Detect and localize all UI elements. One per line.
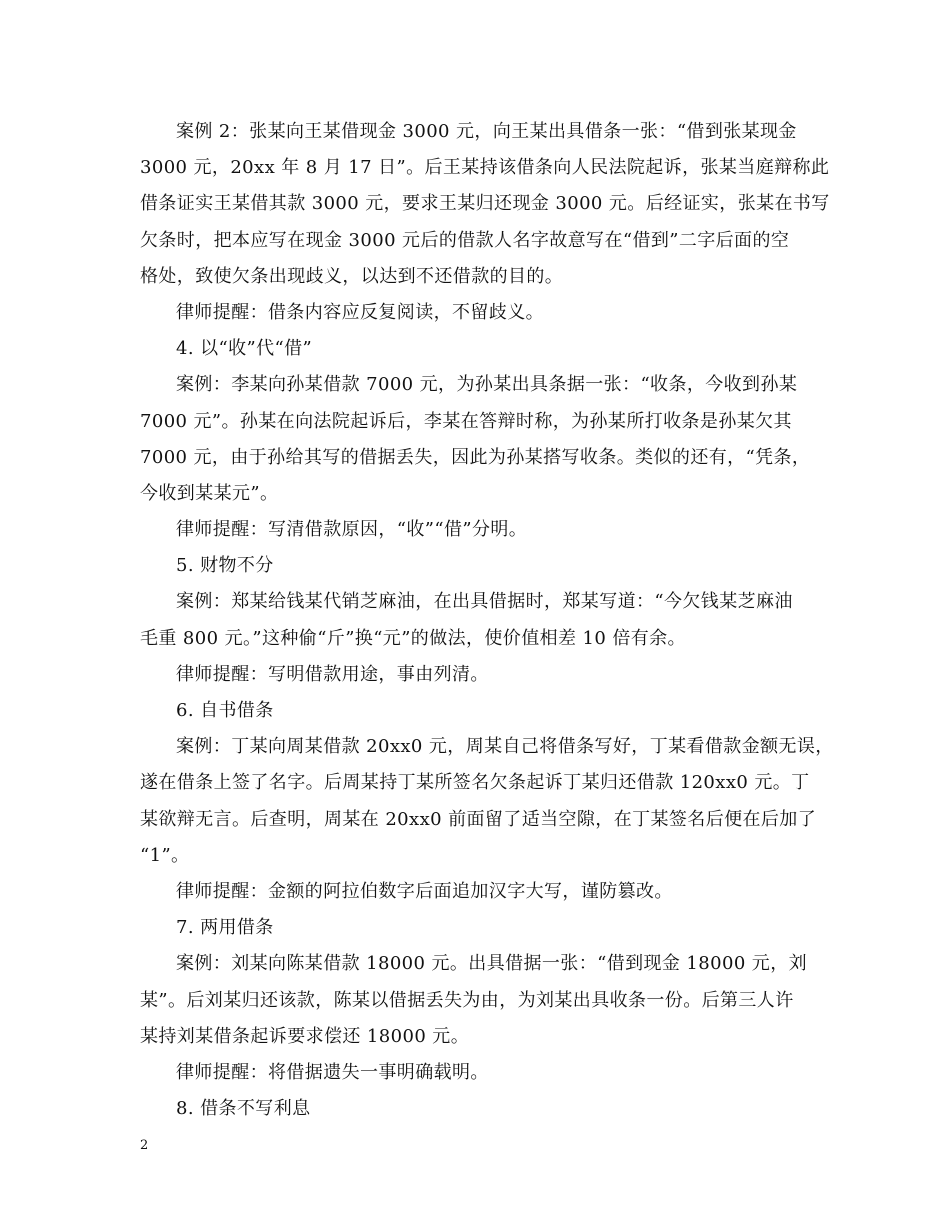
paragraph-line: 案例：郑某给钱某代销芝麻油，在出具借据时，郑某写道：“今欠钱某芝麻油	[176, 591, 793, 613]
section-heading: 8. 借条不写利息	[176, 1098, 311, 1120]
paragraph-line: 案例：丁某向周某借款 20xx0 元，周某自己将借条写好，丁某看借款金额无误，	[176, 736, 834, 758]
paragraph-line: 遂在借条上签了名字。后周某持丁某所签名欠条起诉丁某归还借款 120xx0 元。丁	[140, 772, 810, 794]
paragraph-line: 借条证实王某借其款 3000 元，要求王某归还现金 3000 元。后经证实，张某在书写	[140, 193, 830, 215]
document-body	[140, 114, 834, 1127]
section-heading: 6. 自书借条	[176, 700, 274, 721]
section-heading: 5. 财物不分	[176, 555, 274, 577]
paragraph-line: 案例：李某向孙某借款 7000 元，为孙某出具条据一张：“收条，今收到孙某	[176, 374, 798, 396]
lawyer-tip: 律师提醒：写清借款原因，“收”“借”分明。	[176, 519, 528, 541]
paragraph-line: 7000 元，由于孙给其写的借据丢失，因此为孙某搭写收条。类似的还有，“凭条，	[140, 446, 811, 468]
paragraph-line: 7000 元”。孙某在向法院起诉后，李某在答辩时称，为孙某所打收条是孙某欠其	[140, 410, 792, 432]
paragraph-line: “1”。	[140, 844, 190, 866]
paragraph-line: 3000 元，20xx 年 8 月 17 日”。后王某持该借条向人民法院起诉，张某当庭辩称此	[140, 157, 830, 179]
lawyer-tip: 律师提醒：写明借款用途，事由列清。	[176, 663, 489, 685]
paragraph-line: 案例 2：张某向王某借现金 3000 元，向王某出具借条一张：“借到张某现金	[176, 121, 797, 142]
lawyer-tip: 律师提醒：借条内容应反复阅读，不留歧义。	[176, 301, 544, 323]
section-heading: 7. 两用借条	[176, 917, 274, 939]
paragraph-line: 欠条时，把本应写在现金 3000 元后的借款人名字故意写在“借到”二字后面的空	[140, 229, 790, 251]
paragraph-line: 某持刘某借条起诉要求偿还 18000 元。	[140, 1025, 470, 1047]
lawyer-tip: 律师提醒：金额的阿拉伯数字后面追加汉字大写，谨防篡改。	[176, 880, 673, 902]
lawyer-tip: 律师提醒：将借据遗失一事明确载明。	[176, 1061, 489, 1083]
paragraph-line: 案例：刘某向陈某借款 18000 元。出具借据一张：“借到现金 18000 元，刘	[176, 953, 808, 975]
paragraph-line: 某欲辩无言。后查明，周某在 20xx0 前面留了适当空隙，在丁某签名后便在后加了	[140, 808, 817, 830]
paragraph-line: 某”。后刘某归还该款，陈某以借据丢失为由，为刘某出具收条一份。后第三人许	[140, 989, 794, 1011]
paragraph-line: 格处，致使欠条出现歧义，以达到不还借款的目的。	[140, 265, 564, 287]
paragraph-line: 毛重 800 元。”这种偷“斤”换“元”的做法，使价值相差 10 倍有余。	[140, 627, 686, 649]
page-number: 2	[140, 1138, 149, 1153]
section-heading: 4. 以“收”代“借”	[176, 338, 313, 360]
paragraph-line: 今收到某某元”。	[140, 482, 279, 504]
